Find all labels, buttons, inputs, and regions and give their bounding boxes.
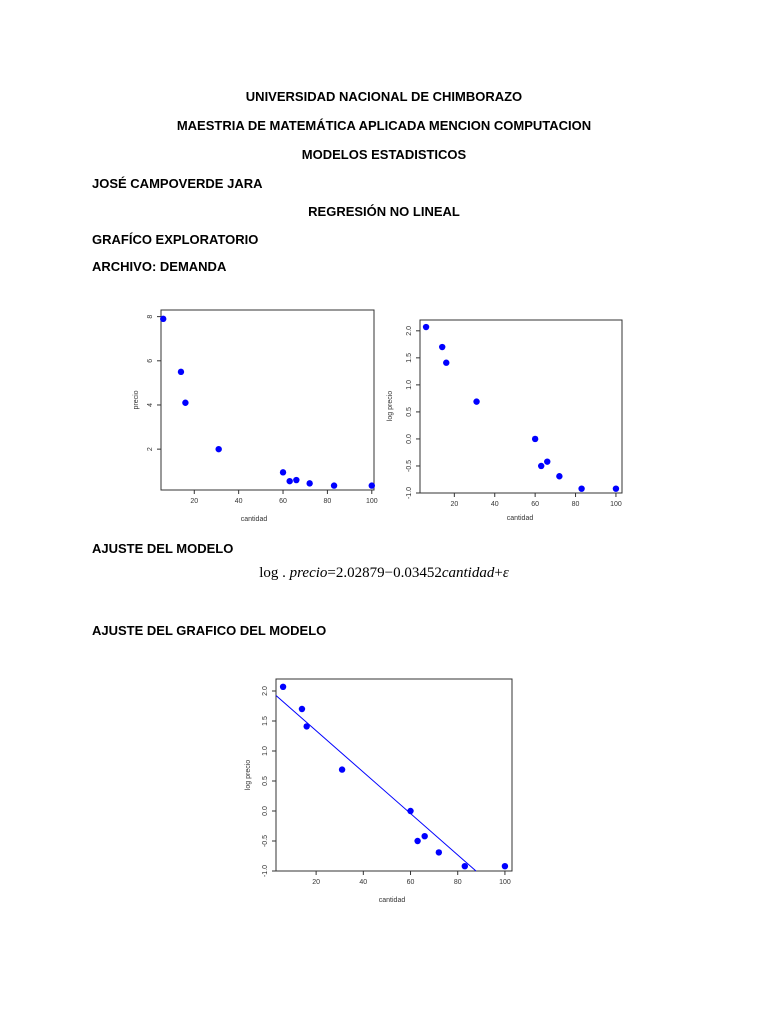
equation-minus: − — [384, 565, 394, 581]
course-title: MODELOS ESTADISTICOS — [301, 147, 467, 162]
y-tick-label: 4 — [147, 403, 154, 407]
x-tick-label: 100 — [499, 879, 511, 886]
data-point — [556, 473, 562, 479]
data-point — [473, 398, 479, 404]
equation-plus: + — [494, 565, 503, 581]
regression-line — [276, 695, 476, 871]
y-tick-label: 1.5 — [406, 352, 413, 363]
equation-lhs-prefix: log . — [259, 565, 286, 581]
equation-error-term: ε — [502, 565, 509, 581]
y-tick-label: 6 — [147, 358, 154, 363]
data-point — [502, 863, 508, 869]
y-tick-label: 1.0 — [262, 746, 269, 756]
data-point — [423, 324, 429, 330]
data-point — [182, 400, 188, 406]
x-tick-label: 40 — [359, 879, 368, 886]
x-tick-label: 20 — [312, 879, 321, 886]
x-tick-label: 40 — [234, 498, 243, 505]
y-tick-label: 0.5 — [262, 776, 269, 786]
x-tick-label: 20 — [190, 498, 199, 505]
y-tick-label: 1.5 — [262, 716, 269, 726]
data-point — [280, 469, 286, 475]
y-tick-label: 2.0 — [406, 325, 413, 336]
x-tick-label: 60 — [406, 879, 415, 886]
author-name: JOSÉ CAMPOVERDE JARA — [92, 176, 263, 191]
y-tick-label: -0.5 — [406, 459, 413, 472]
y-tick-label: 0.0 — [262, 806, 269, 816]
chart-logprecio-vs-cantidad — [378, 296, 638, 526]
y-tick-label: -0.5 — [262, 834, 269, 848]
equation-slope: 0.03452 — [393, 565, 442, 581]
data-point — [293, 477, 299, 483]
data-point — [160, 316, 166, 322]
x-tick-label: 80 — [323, 498, 332, 505]
chart-precio-vs-cantidad — [132, 298, 377, 528]
data-point — [439, 344, 445, 350]
y-tick-label: 1.0 — [406, 380, 413, 390]
data-point — [538, 463, 544, 469]
data-point — [339, 766, 345, 772]
equation-equals: = — [327, 565, 336, 581]
y-tick-label: 0.5 — [406, 407, 413, 417]
x-tick-label: 60 — [279, 498, 287, 505]
data-point — [331, 482, 337, 488]
data-point — [215, 446, 221, 452]
equation-lhs-variable: precio — [289, 565, 328, 581]
y-tick-label: 2.0 — [262, 686, 269, 696]
data-point — [414, 838, 420, 844]
data-point — [303, 723, 309, 729]
x-axis-label: cantidad — [378, 897, 406, 904]
x-axis-label: cantidad — [506, 515, 534, 522]
y-tick-label: -1.0 — [406, 486, 413, 500]
section-model-fit: AJUSTE DEL MODELO — [92, 541, 234, 556]
data-point — [532, 436, 538, 442]
data-point — [544, 458, 550, 464]
y-tick-label: -1.0 — [262, 864, 269, 878]
y-axis-label: precio — [133, 390, 140, 410]
x-axis-label: cantidad — [240, 516, 268, 523]
section-file: ARCHIVO: DEMANDA — [92, 259, 227, 274]
data-point — [286, 478, 292, 484]
x-tick-label: 80 — [453, 879, 462, 886]
university-title: UNIVERSIDAD NACIONAL DE CHIMBORAZO — [245, 89, 523, 104]
program-title: MAESTRIA DE MATEMÁTICA APLICADA MENCION COMPUTACION — [176, 118, 592, 133]
x-tick-label: 60 — [531, 501, 540, 508]
section-exploratory: GRAFÍCO EXPLORATORIO — [92, 232, 259, 247]
x-tick-label: 80 — [571, 501, 580, 508]
topic-title: REGRESIÓN NO LINEAL — [308, 204, 460, 219]
y-axis-label: log precio — [387, 390, 394, 422]
y-tick-label: 2 — [147, 447, 154, 452]
x-tick-label: 20 — [450, 501, 459, 508]
data-point — [443, 360, 449, 366]
data-point — [578, 485, 584, 491]
data-point — [178, 369, 184, 375]
data-point — [306, 480, 312, 486]
data-point — [436, 849, 442, 855]
plot-frame — [276, 679, 512, 871]
data-point — [369, 482, 375, 488]
x-tick-label: 100 — [610, 501, 622, 508]
x-tick-label: 40 — [490, 501, 499, 508]
y-axis-label: log precio — [245, 759, 252, 791]
data-point — [299, 706, 305, 712]
model-equation — [0, 565, 768, 582]
plot-frame — [420, 320, 622, 493]
chart-fitted-model — [238, 675, 518, 915]
section-model-plot: AJUSTE DEL GRAFICO DEL MODELO — [92, 623, 327, 638]
plot-frame — [161, 310, 374, 490]
data-point — [407, 808, 413, 814]
y-tick-label: 0.0 — [406, 434, 413, 444]
data-point — [421, 833, 427, 839]
data-point — [462, 863, 468, 869]
y-tick-label: 8 — [147, 314, 154, 319]
data-point — [280, 684, 286, 690]
equation-intercept: 2.02879 — [335, 565, 385, 581]
x-tick-label: 100 — [365, 498, 378, 505]
equation-x-variable: cantidad — [441, 565, 495, 581]
data-point — [613, 485, 619, 491]
